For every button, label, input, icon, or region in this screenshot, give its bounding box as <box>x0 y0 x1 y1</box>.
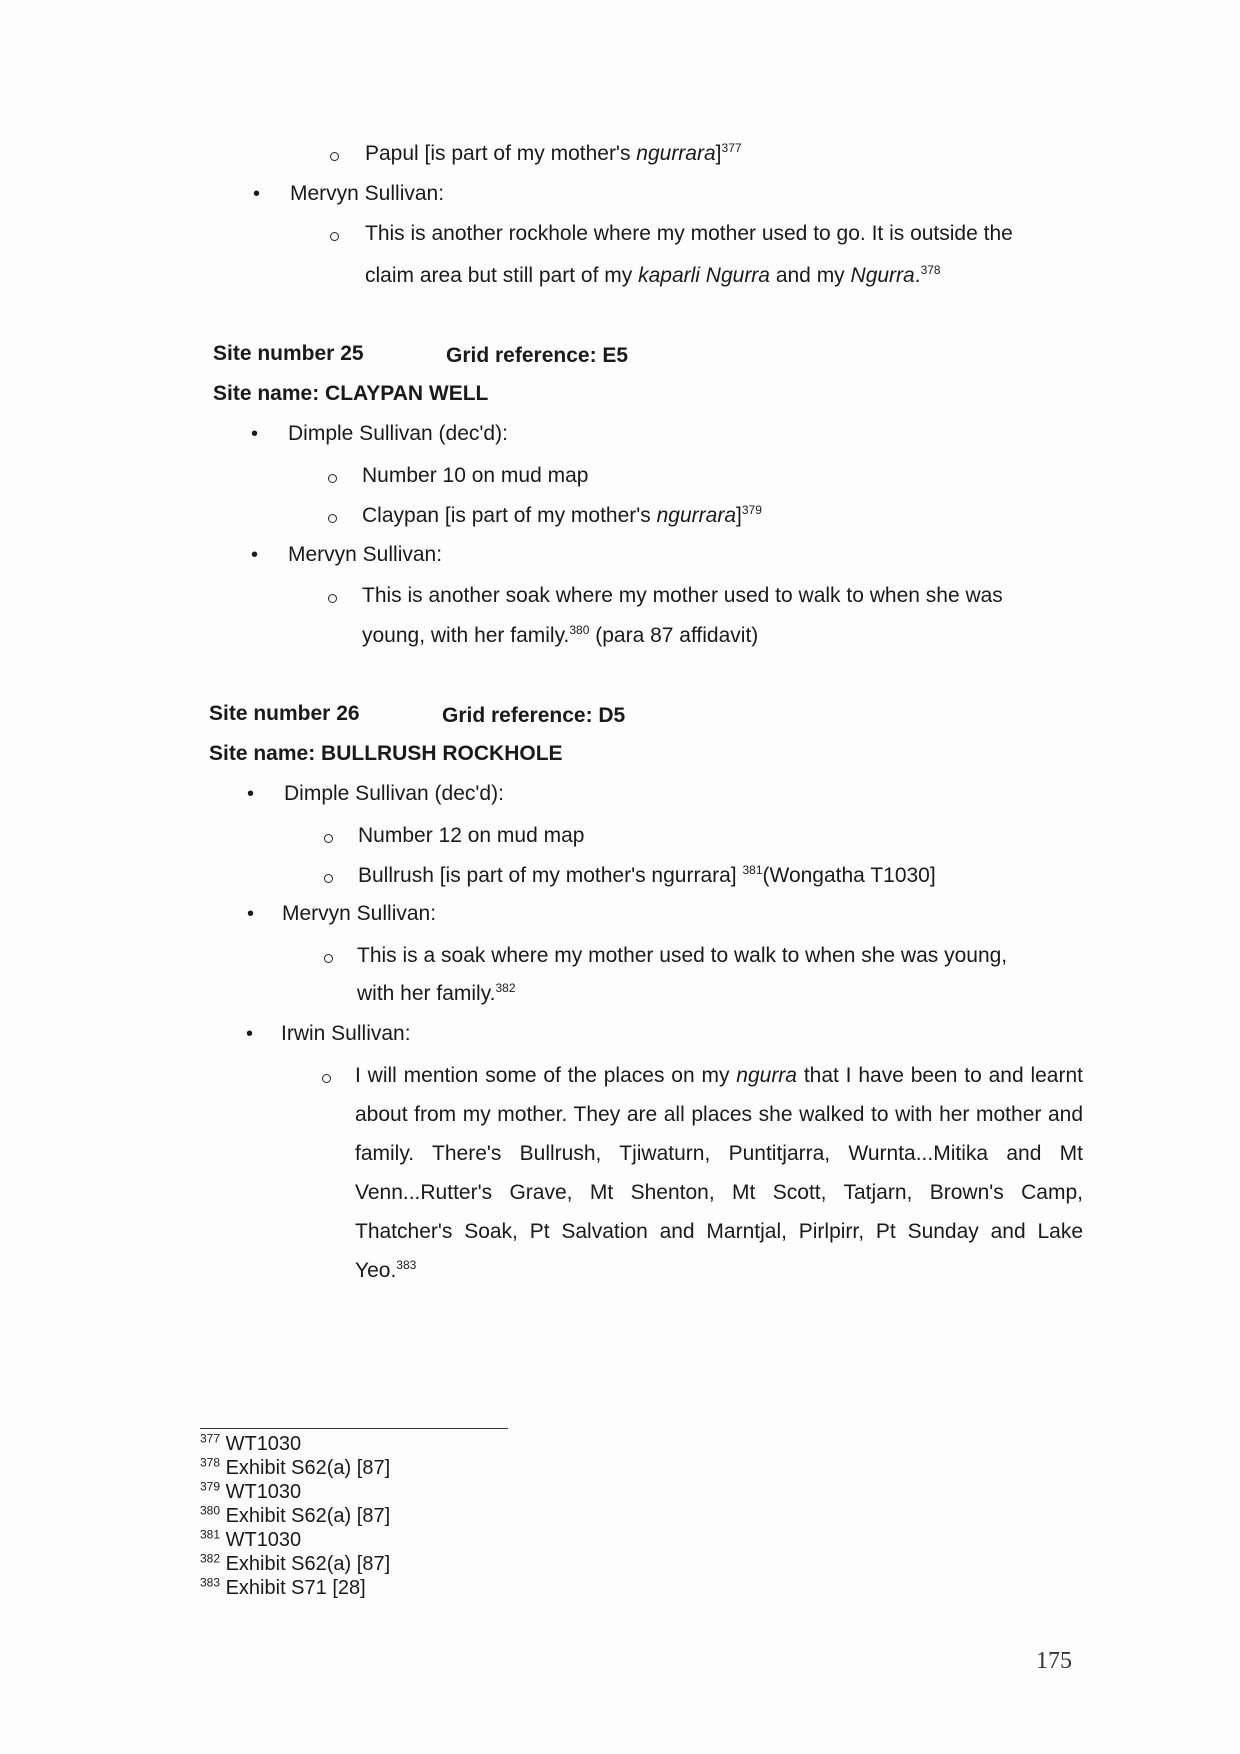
speaker-dimple: Dimple Sullivan (dec'd): <box>284 782 504 805</box>
site-name-25: Site name: CLAYPAN WELL <box>213 382 489 405</box>
circle-bullet-icon <box>324 954 333 963</box>
list-item: Bullrush [is part of my mother's ngurrara] $^{381}$(Wongatha T1030] <box>358 863 936 887</box>
bullet-icon: • <box>251 544 259 566</box>
grid-reference-26: Grid reference: D5 <box>442 704 626 727</box>
grid-reference-25: Grid reference: E5 <box>446 344 629 367</box>
footnote: $^{383}$ Exhibit S71 [28] <box>200 1575 366 1599</box>
speaker-mervyn: Mervyn Sullivan: <box>290 182 445 205</box>
site-number-25: Site number 25 <box>213 342 364 365</box>
footnote: $^{378}$ Exhibit S62(a) [87] <box>200 1455 391 1479</box>
bullet-icon: • <box>247 903 255 925</box>
bullet-icon: • <box>247 783 255 805</box>
list-item-rockhole-line1: This is another rockhole where my mother used to go. It is outside the <box>365 222 1013 245</box>
list-item-irwin-paragraph: I will mention some of the places on my ngurra that I have been to and learnt about from my mother. They are all places she walked to with her mother and family. There's Bullrush, Tjiwaturn, Puntitjarra, Wurnta...Mitika and Mt Venn...Rutter's Grave, Mt Shenton, Mt Scott, Tatjarn, Brown's Camp, Thatcher's Soak, Pt Salvation and Marntjal, Pirlpirr, Pt Sunday and Lake Yeo.$^{383}$ <box>355 1064 1083 1282</box>
list-item: Claypan [is part of my mother's ngurrara]$^{379}$ <box>362 503 762 527</box>
circle-bullet-icon <box>330 152 339 161</box>
circle-bullet-icon <box>328 594 337 603</box>
circle-bullet-icon <box>322 1074 331 1083</box>
list-item-papul: Papul [is part of my mother's ngurrara]$^{377}$ <box>365 141 742 165</box>
list-item: Number 10 on mud map <box>362 464 589 487</box>
circle-bullet-icon <box>330 232 339 241</box>
speaker-mervyn: Mervyn Sullivan: <box>288 543 443 566</box>
list-item-soak-line2: with her family.$^{382}$ <box>357 981 516 1005</box>
footnote: $^{382}$ Exhibit S62(a) [87] <box>200 1551 391 1575</box>
circle-bullet-icon <box>324 834 333 843</box>
footnote: $^{379}$ WT1030 <box>200 1479 302 1503</box>
page-number: 175 <box>1036 1648 1072 1674</box>
bullet-icon: • <box>251 423 259 445</box>
circle-bullet-icon <box>324 874 333 883</box>
list-item-soak-line1: This is a soak where my mother used to walk to when she was young, <box>357 944 1008 967</box>
footnote-divider <box>200 1428 508 1429</box>
speaker-mervyn: Mervyn Sullivan: <box>282 902 437 925</box>
bullet-icon: • <box>246 1023 254 1045</box>
list-item-rockhole-line2: claim area but still part of my kaparli Ngurra and my Ngurra.$^{378}$ <box>365 263 941 287</box>
list-item-soak-line1: This is another soak where my mother used to walk to when she was <box>362 584 1003 607</box>
list-item-soak-line2: young, with her family.$^{380}$ (para 87 affidavit) <box>362 623 759 647</box>
footnote: $^{381}$ WT1030 <box>200 1527 302 1551</box>
site-number-26: Site number 26 <box>209 702 360 725</box>
bullet-icon: • <box>253 183 261 205</box>
site-name-26: Site name: BULLRUSH ROCKHOLE <box>209 742 563 765</box>
speaker-dimple: Dimple Sullivan (dec'd): <box>288 422 508 445</box>
speaker-irwin: Irwin Sullivan: <box>281 1022 411 1045</box>
circle-bullet-icon <box>328 514 337 523</box>
footnote: $^{380}$ Exhibit S62(a) [87] <box>200 1503 391 1527</box>
circle-bullet-icon <box>328 474 337 483</box>
list-item: Number 12 on mud map <box>358 824 585 847</box>
footnote: $^{377}$ WT1030 <box>200 1431 302 1455</box>
